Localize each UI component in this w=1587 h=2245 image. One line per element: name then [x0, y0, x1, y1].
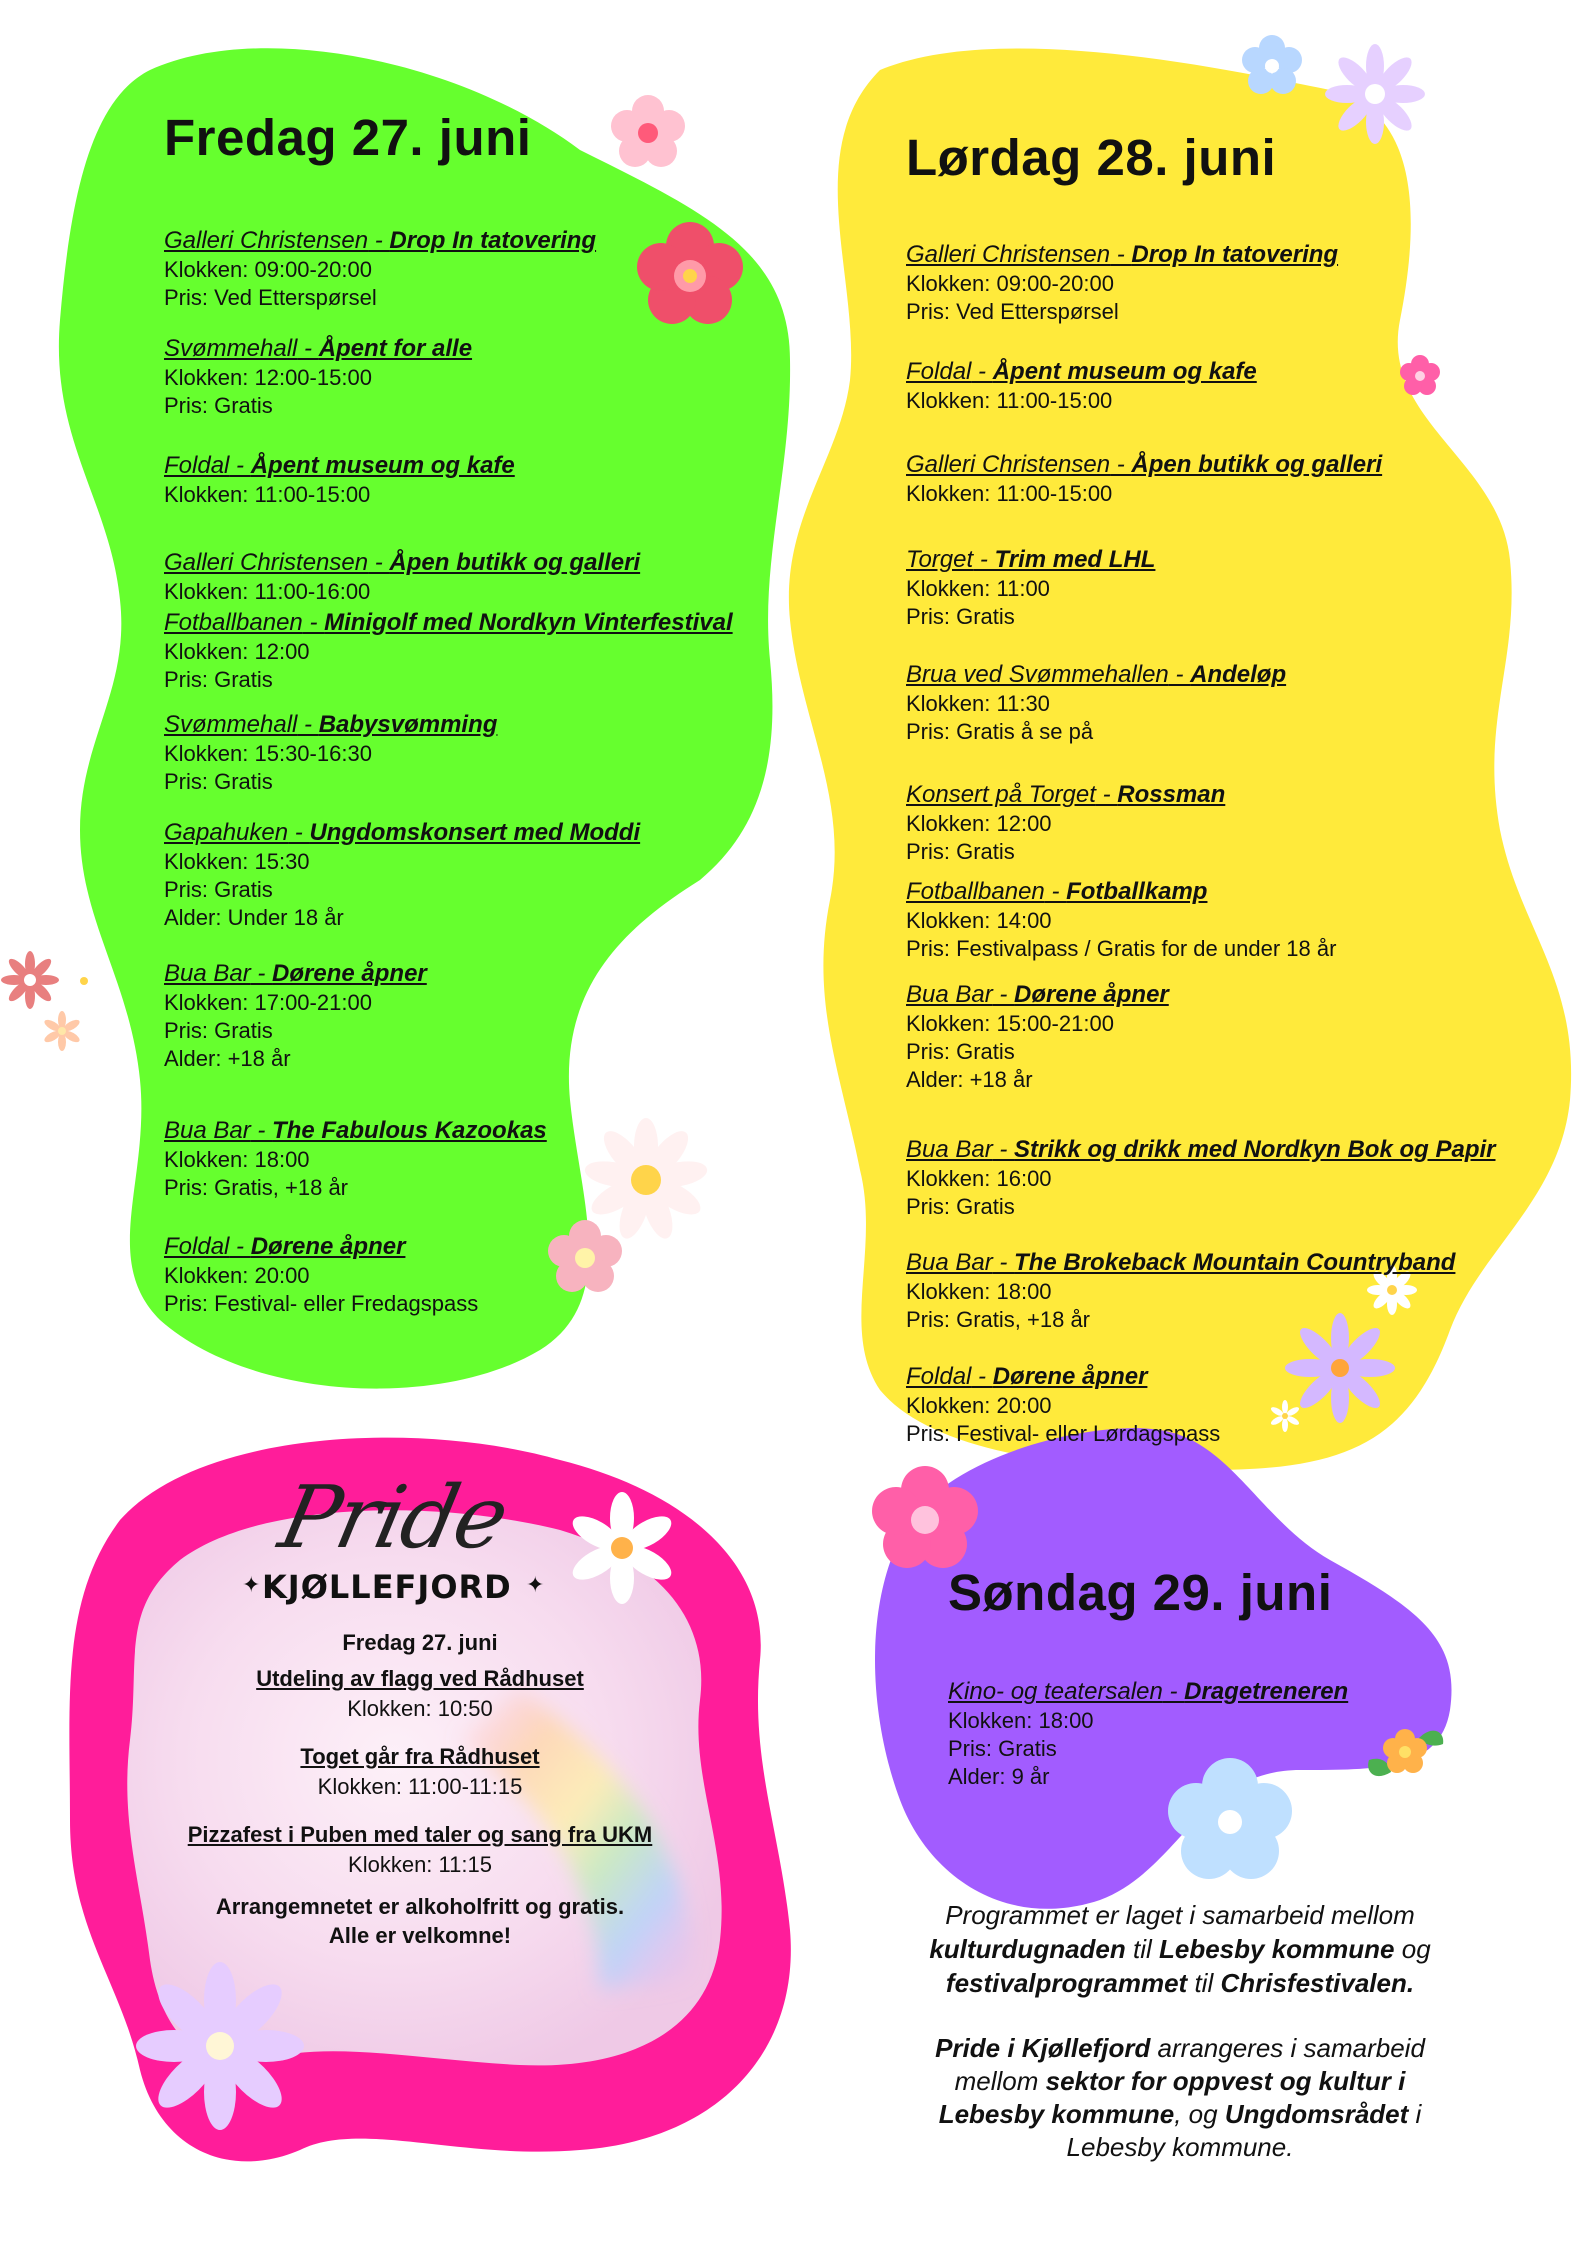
event-name: Strikk og drikk med Nordkyn Bok og Papir [1014, 1136, 1496, 1164]
credits-paragraph-2 [860, 2032, 1500, 2164]
event-name: Drop In tatovering [389, 227, 597, 255]
credits-text: , og [1174, 2099, 1225, 2129]
event-venue: Bua Bar [164, 960, 251, 988]
event-detail: Klokken: 17:00-21:00 [164, 990, 372, 1016]
pride-item-time: Klokken: 11:00-11:15 [317, 1774, 523, 1799]
credits-text: arrangeres i samarbeid [1150, 2033, 1425, 2063]
flower-icon [1, 951, 59, 1009]
flower-icon [136, 1962, 304, 2130]
event-separator: - [368, 549, 390, 577]
event-title [164, 1232, 478, 1262]
event-name: Minigolf med Nordkyn Vinterfestival [324, 609, 733, 637]
event-detail: Klokken: 11:00 [906, 576, 1050, 602]
event-venue: Torget [906, 546, 974, 574]
event-detail: Klokken: 09:00-20:00 [164, 257, 372, 283]
event-separator: - [1095, 781, 1118, 809]
pride-note-line1: Arrangemnetet er alkoholfritt og gratis. [215, 1894, 625, 1919]
flower-icon [611, 95, 685, 167]
flower-icon [583, 1118, 709, 1242]
event-detail: Klokken: 09:00-20:00 [906, 271, 1114, 297]
event-separator: - [1168, 661, 1191, 689]
event-item [906, 1248, 1455, 1334]
event-detail: Klokken: 20:00 [906, 1393, 1052, 1419]
event-title [906, 450, 1382, 480]
event-title [948, 1677, 1348, 1707]
event-name: Andeløp [1190, 661, 1287, 689]
event-name: Åpent museum og kafe [992, 358, 1257, 386]
credits-strong: Chrisfestivalen. [1220, 1968, 1415, 1998]
event-separator: - [971, 358, 993, 386]
event-item [906, 980, 1169, 1094]
sparkle-icon: ✦ [242, 1572, 261, 1597]
event-title [164, 608, 733, 638]
pride-items [120, 1664, 720, 1880]
event-detail: Pris: Festivalpass / Gratis for de under 18 år [906, 936, 1337, 962]
event-venue: Galleri Christensen [906, 241, 1111, 269]
event-item [906, 450, 1382, 508]
event-venue: Foldal [164, 1233, 230, 1261]
event-detail: Klokken: 11:00-16:00 [164, 579, 371, 605]
event-detail: Pris: Gratis [906, 604, 1015, 630]
event-detail: Pris: Gratis, +18 år [164, 1175, 349, 1201]
event-name: Dørene åpner [272, 960, 427, 988]
event-venue: Gapahuken [164, 819, 289, 847]
event-venue: Galleri Christensen [164, 549, 369, 577]
event-title [906, 980, 1169, 1010]
event-separator: - [1110, 451, 1132, 479]
event-separator: - [297, 711, 319, 739]
event-detail: Pris: Gratis [164, 667, 273, 693]
saturday-column [906, 129, 1496, 1447]
pride-item-time: Klokken: 10:50 [347, 1696, 493, 1721]
event-item [906, 240, 1338, 326]
event-item [906, 660, 1286, 746]
event-detail: Klokken: 11:30 [906, 691, 1050, 717]
event-detail: Alder: Under 18 år [164, 905, 344, 931]
event-detail: Klokken: 18:00 [164, 1147, 310, 1173]
pride-date: Fredag 27. juni [342, 1630, 498, 1655]
pride-item-title: Toget går fra Rådhuset [300, 1744, 540, 1769]
event-detail: Pris: Ved Etterspørsel [906, 299, 1119, 325]
event-name: Fotballkamp [1066, 878, 1208, 906]
flower-icon [43, 1011, 82, 1051]
event-separator: - [971, 1363, 993, 1391]
event-separator: - [992, 1136, 1015, 1164]
credits-paragraph-1 [860, 1898, 1500, 2000]
event-item [906, 1362, 1220, 1448]
event-separator: - [992, 981, 1015, 1009]
event-venue: Kino- og teatersalen [948, 1678, 1163, 1706]
event-separator: - [229, 1233, 251, 1261]
event-detail: Klokken: 18:00 [948, 1708, 1094, 1734]
event-name: Ungdomskonsert med Moddi [309, 819, 641, 847]
event-separator: - [250, 960, 273, 988]
event-venue: Konsert på Torget [906, 781, 1096, 809]
event-detail: Alder: 9 år [948, 1764, 1050, 1790]
flower-icon [1325, 44, 1425, 144]
event-item [906, 1135, 1496, 1221]
credits [860, 1898, 1500, 2164]
friday-column [164, 109, 733, 1317]
event-separator: - [229, 452, 251, 480]
event-item [164, 710, 497, 796]
event-name: Trim med LHL [994, 546, 1156, 574]
credits-text: og [1394, 1934, 1431, 1964]
event-venue: Galleri Christensen [164, 227, 369, 255]
pride-note-line2: Alle er velkomne! [328, 1923, 512, 1948]
event-separator: - [1110, 241, 1132, 269]
event-detail: Pris: Gratis [906, 1039, 1015, 1065]
event-venue: Bua Bar [164, 1117, 251, 1145]
friday-title: Fredag 27. juni [164, 109, 532, 166]
event-title [906, 240, 1338, 270]
event-item [906, 545, 1155, 631]
pride-item-title: Pizzafest i Puben med taler og sang fra UKM [187, 1822, 653, 1847]
event-separator: - [250, 1117, 273, 1145]
credits-strong: Lebesby kommune [938, 2099, 1175, 2129]
flower-icon [1242, 35, 1302, 94]
event-separator: - [288, 819, 310, 847]
event-detail: Klokken: 20:00 [164, 1263, 310, 1289]
sunday-title: Søndag 29. juni [948, 1564, 1333, 1621]
credits-text: i [1408, 2099, 1422, 2129]
event-item [164, 451, 515, 509]
credits-text: mellom [954, 2066, 1046, 2096]
event-detail: Pris: Ved Etterspørsel [164, 285, 377, 311]
pride-item [120, 1664, 720, 1724]
event-separator: - [1044, 878, 1067, 906]
event-item [906, 357, 1257, 415]
event-title [906, 357, 1257, 387]
event-separator: - [992, 1249, 1015, 1277]
event-venue: Fotballbanen [164, 609, 303, 637]
event-detail: Klokken: 14:00 [906, 908, 1052, 934]
saturday-title: Lørdag 28. juni [906, 129, 1277, 186]
event-detail: Klokken: 11:00-15:00 [164, 482, 371, 508]
event-item [164, 818, 640, 932]
event-name: Dørene åpner [1014, 981, 1169, 1009]
event-title [906, 1135, 1496, 1165]
event-title [164, 226, 596, 256]
event-name: Åpen butikk og galleri [389, 549, 641, 577]
event-separator: - [1162, 1678, 1185, 1706]
flower-icon [65, 961, 104, 1001]
event-detail: Pris: Gratis, +18 år [906, 1307, 1091, 1333]
event-detail: Klokken: 18:00 [906, 1279, 1052, 1305]
event-title [164, 959, 427, 989]
event-item [948, 1677, 1348, 1791]
event-title [164, 451, 515, 481]
event-item [164, 548, 640, 606]
event-detail: Pris: Festival- eller Lørdagspass [906, 1421, 1221, 1447]
event-title [906, 780, 1225, 810]
event-item [906, 877, 1336, 963]
credits-strong: Pride i Kjøllefjord [935, 2033, 1151, 2063]
sunday-column [948, 1564, 1349, 1790]
event-item [164, 959, 427, 1073]
event-title [164, 818, 640, 848]
event-venue: Svømmehall [164, 335, 298, 363]
pride-item-time: Klokken: 11:15 [348, 1852, 492, 1877]
event-detail: Pris: Gratis [906, 839, 1015, 865]
credits-text: til [1187, 1968, 1221, 1998]
event-title [164, 334, 472, 364]
event-detail: Klokken: 12:00 [164, 639, 310, 665]
credits-strong: kulturdugnaden [929, 1934, 1126, 1964]
event-title [906, 660, 1286, 690]
event-venue: Galleri Christensen [906, 451, 1111, 479]
event-title [164, 548, 640, 578]
flower-icon [1400, 355, 1440, 395]
credits-strong: Lebesby kommune [1159, 1934, 1395, 1964]
event-item [164, 608, 733, 694]
event-detail: Pris: Festival- eller Fredagspass [164, 1291, 479, 1317]
credits-text: Lebesby kommune. [1066, 2132, 1294, 2162]
event-item [906, 780, 1225, 866]
event-name: The Brokeback Mountain Countryband [1014, 1249, 1456, 1277]
event-detail: Klokken: 11:00-15:00 [906, 481, 1113, 507]
event-separator: - [302, 609, 325, 637]
event-name: Åpen butikk og galleri [1131, 451, 1383, 479]
event-venue: Foldal [164, 452, 230, 480]
event-venue: Bua Bar [906, 1249, 993, 1277]
pride-item [120, 1820, 720, 1880]
credits-text: Programmet er laget i samarbeid mellom [945, 1900, 1415, 1930]
event-title [906, 877, 1336, 907]
sparkle-icon: ✦ [526, 1572, 545, 1597]
event-detail: Klokken: 12:00 [906, 811, 1052, 837]
event-venue: Bua Bar [906, 981, 993, 1009]
event-detail: Pris: Gratis [164, 769, 273, 795]
credits-text: til [1125, 1934, 1159, 1964]
event-title [906, 1362, 1220, 1392]
event-name: Rossman [1117, 781, 1226, 809]
pride-logo-script: Pride [271, 1468, 516, 1568]
event-detail: Klokken: 11:00-15:00 [906, 388, 1113, 414]
event-title [164, 1116, 547, 1146]
event-separator: - [368, 227, 390, 255]
event-venue: Bua Bar [906, 1136, 993, 1164]
event-item [164, 334, 472, 420]
event-title [906, 1248, 1455, 1278]
event-detail: Klokken: 15:30 [164, 849, 310, 875]
credits-strong: Ungdomsrådet [1224, 2099, 1409, 2129]
event-detail: Klokken: 12:00-15:00 [164, 365, 372, 391]
event-venue: Brua ved Svømmehallen [906, 661, 1169, 689]
event-detail: Pris: Gratis [164, 393, 273, 419]
event-detail: Klokken: 16:00 [906, 1166, 1052, 1192]
event-venue: Svømmehall [164, 711, 298, 739]
event-item [164, 1116, 547, 1202]
credits-strong: sektor for oppvest og kultur i [1045, 2066, 1406, 2096]
event-name: Dragetreneren [1184, 1678, 1349, 1706]
event-separator: - [297, 335, 319, 363]
event-name: Drop In tatovering [1131, 241, 1339, 269]
event-name: Åpent for alle [318, 335, 473, 363]
pride-note [120, 1892, 720, 1950]
event-detail: Alder: +18 år [906, 1067, 1033, 1093]
event-venue: Fotballbanen [906, 878, 1045, 906]
event-item [164, 226, 596, 312]
credits-strong: festivalprogrammet [945, 1968, 1188, 1998]
event-item [164, 1232, 478, 1318]
pride-item-title: Utdeling av flagg ved Rådhuset [256, 1666, 584, 1691]
event-detail: Klokken: 15:30-16:30 [164, 741, 372, 767]
event-name: Dørene åpner [250, 1233, 406, 1261]
pride-logo-place: KJØLLEFJORD [262, 1568, 512, 1606]
event-name: The Fabulous Kazookas [272, 1117, 547, 1145]
event-detail: Pris: Gratis å se på [906, 719, 1094, 745]
event-detail: Pris: Gratis [164, 1018, 273, 1044]
pride-logo [242, 1468, 572, 1618]
event-detail: Pris: Gratis [948, 1736, 1057, 1762]
event-name: Dørene åpner [992, 1363, 1148, 1391]
event-detail: Pris: Gratis [164, 877, 273, 903]
event-detail: Pris: Gratis [906, 1194, 1015, 1220]
event-venue: Foldal [906, 358, 972, 386]
pride-program [120, 1628, 720, 1950]
event-name: Babysvømming [318, 711, 498, 739]
pride-item [120, 1742, 720, 1802]
event-detail: Klokken: 15:00-21:00 [906, 1011, 1114, 1037]
event-detail: Alder: +18 år [164, 1046, 291, 1072]
event-name: Åpent museum og kafe [250, 452, 515, 480]
event-separator: - [973, 546, 995, 574]
event-title [164, 710, 497, 740]
event-title [906, 545, 1155, 575]
event-venue: Foldal [906, 1363, 972, 1391]
